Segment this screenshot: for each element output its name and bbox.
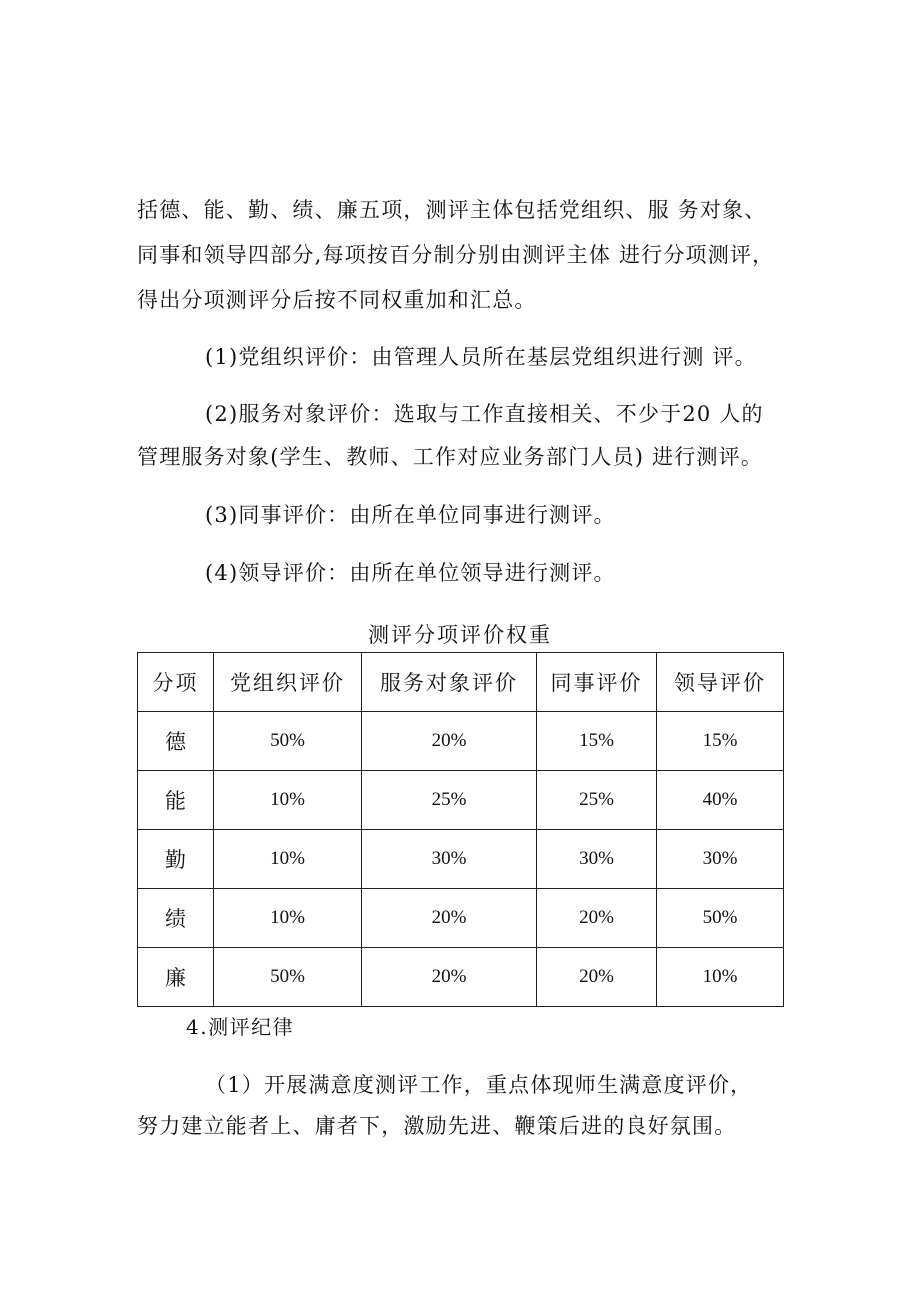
item-3-colleague-evaluation: (3)同事评价：由所在单位同事进行测评。 — [205, 503, 616, 527]
item-2-line-2: 管理服务对象(学生、教师、工作对应业务部门人员) 进行测评。 — [137, 445, 764, 469]
table-header-row — [138, 653, 784, 712]
header-leader: 领导评价 — [657, 653, 784, 712]
cell-party: 50% — [214, 948, 362, 1007]
cell-party: 10% — [214, 771, 362, 830]
cell-leader: 30% — [657, 830, 784, 889]
row-category: 能 — [138, 771, 214, 830]
intro-line-2: 同事和领导四部分,每项按百分制分别由测评主体 进行分项测评， — [137, 243, 775, 267]
cell-colleague: 20% — [537, 948, 657, 1007]
cell-service: 20% — [362, 948, 537, 1007]
row-category: 德 — [138, 712, 214, 771]
intro-line-3: 得出分项测评分后按不同权重加和汇总。 — [137, 288, 537, 312]
cell-leader: 15% — [657, 712, 784, 771]
item-1-party-evaluation: (1)党组织评价：由管理人员所在基层党组织进行测 评。 — [205, 345, 757, 369]
table-caption: 测评分项评价权重 — [368, 623, 552, 647]
header-service: 服务对象评价 — [362, 653, 537, 712]
cell-colleague: 25% — [537, 771, 657, 830]
table-row — [138, 830, 784, 889]
header-colleague: 同事评价 — [537, 653, 657, 712]
row-category: 勤 — [138, 830, 214, 889]
cell-service: 25% — [362, 771, 537, 830]
cell-party: 10% — [214, 889, 362, 948]
cell-service: 20% — [362, 712, 537, 771]
intro-line-1: 括德、能、勤、绩、廉五项，测评主体包括党组织、服 务对象、 — [137, 198, 767, 222]
cell-leader: 40% — [657, 771, 784, 830]
cell-leader: 10% — [657, 948, 784, 1007]
table-row — [138, 889, 784, 948]
section-4-item-1-line-1: （1）开展满意度测评工作，重点体现师生满意度评价， — [205, 1073, 753, 1097]
cell-colleague: 20% — [537, 889, 657, 948]
cell-party: 10% — [214, 830, 362, 889]
table-row — [138, 712, 784, 771]
section-4-item-1-line-2: 努力建立能者上、庸者下，激励先进、鞭策后进的良好氛围。 — [137, 1114, 737, 1138]
row-category: 廉 — [138, 948, 214, 1007]
table-row — [138, 948, 784, 1007]
section-4-heading: 4.测评纪律 — [186, 1015, 295, 1039]
row-category: 绩 — [138, 889, 214, 948]
item-2-line-1: (2)服务对象评价：选取与工作直接相关、不少于20 人的 — [205, 402, 764, 426]
table-row — [138, 771, 784, 830]
cell-colleague: 15% — [537, 712, 657, 771]
cell-leader: 50% — [657, 889, 784, 948]
cell-service: 20% — [362, 889, 537, 948]
header-party: 党组织评价 — [214, 653, 362, 712]
header-category: 分项 — [138, 653, 214, 712]
item-4-leader-evaluation: (4)领导评价：由所在单位领导进行测评。 — [205, 561, 616, 585]
cell-colleague: 30% — [537, 830, 657, 889]
cell-service: 30% — [362, 830, 537, 889]
cell-party: 50% — [214, 712, 362, 771]
weight-table — [137, 652, 784, 1007]
